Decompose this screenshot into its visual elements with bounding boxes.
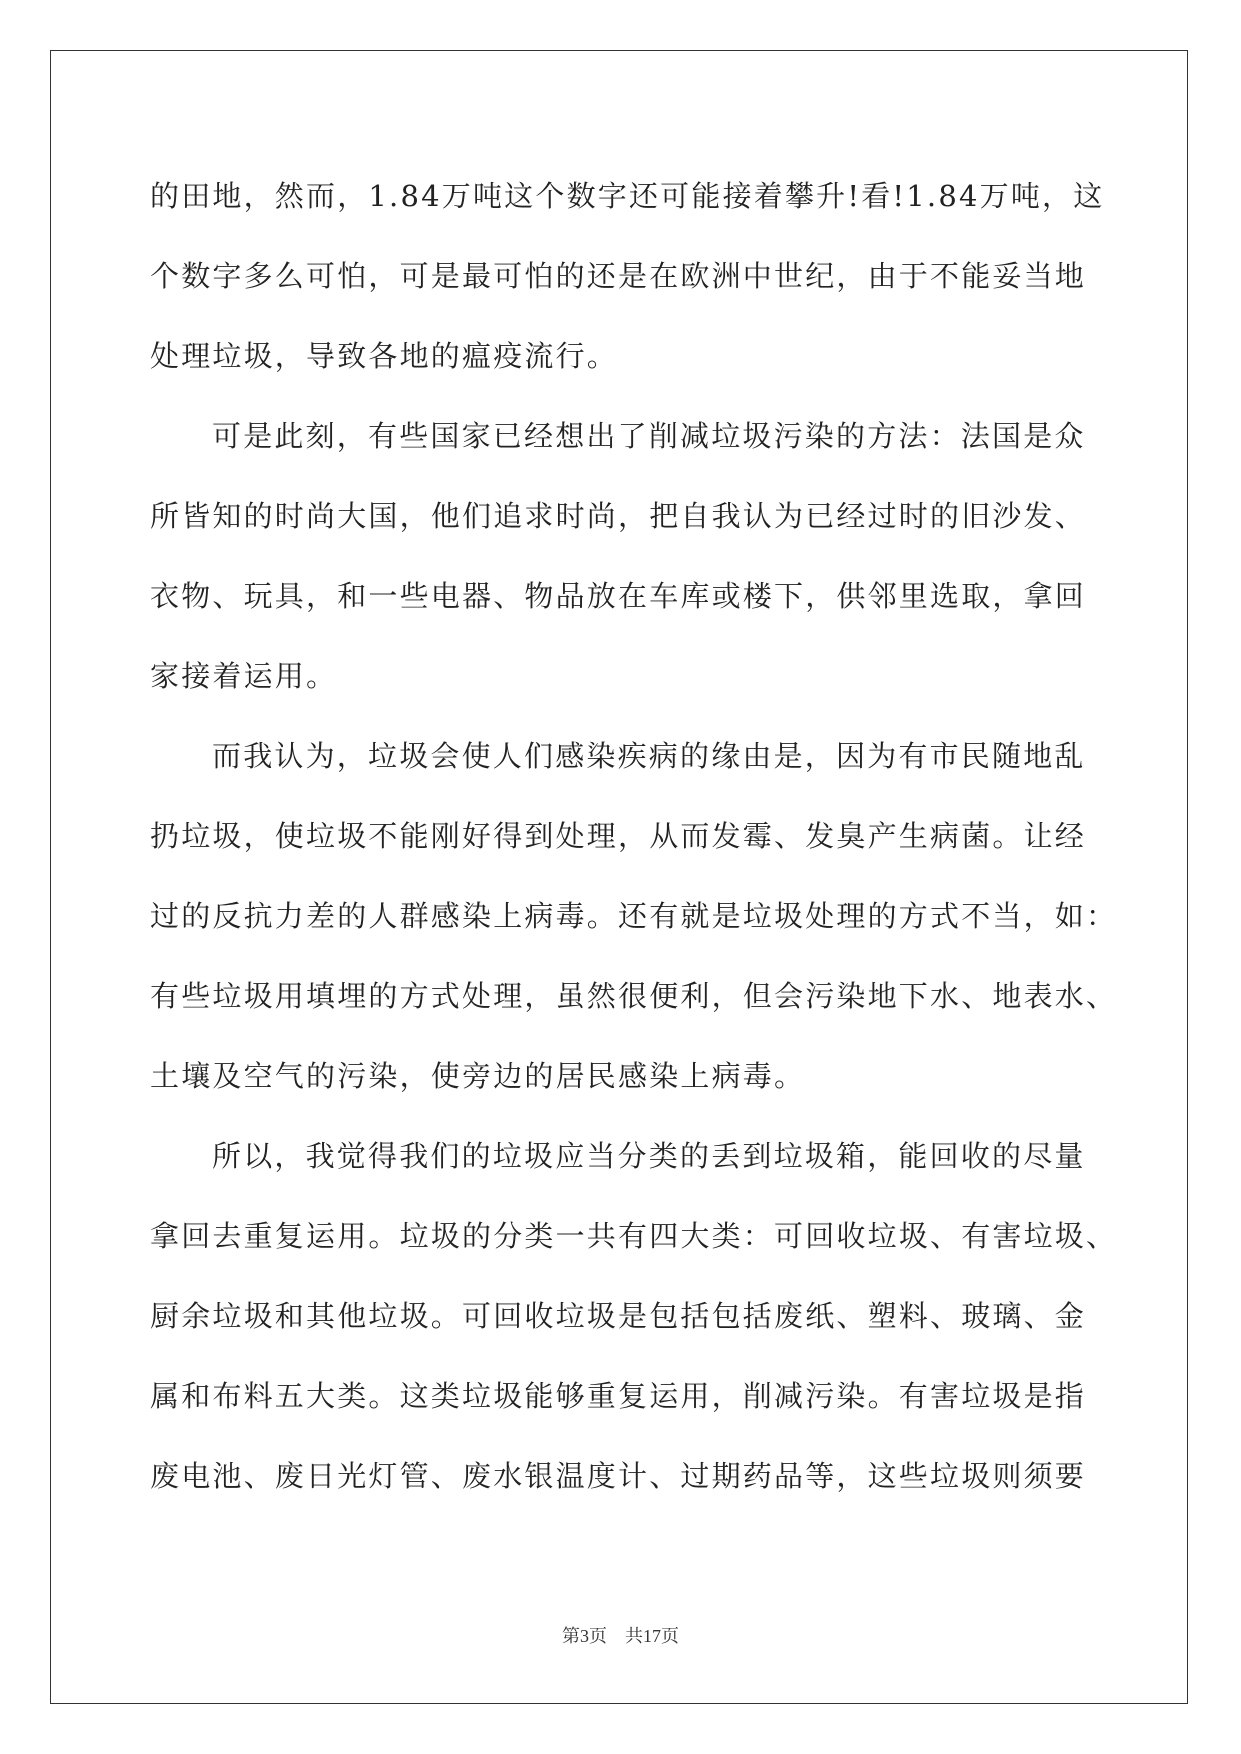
paragraph-start-line: 而我认为，垃圾会使人们感染疾病的缘由是，因为有市民随地乱: [212, 739, 1086, 773]
text-line: 过的反抗力差的人群感染上病毒。还有就是垃圾处理的方式不当，如：: [150, 899, 1118, 933]
text-line: 衣物、玩具，和一些电器、物品放在车库或楼下，供邻里选取，拿回: [150, 579, 1087, 613]
text-line: 废电池、废日光灯管、废水银温度计、过期药品等，这些垃圾则须要: [150, 1459, 1087, 1493]
text-line: 的田地，然而，1.84万吨这个数字还可能接着攀升!看!1.84万吨，这: [150, 179, 1105, 213]
text-line: 扔垃圾，使垃圾不能刚好得到处理，从而发霉、发臭产生病菌。让经: [150, 819, 1087, 853]
text-line: 家接着运用。: [150, 659, 338, 693]
text-line: 土壤及空气的污染，使旁边的居民感染上病毒。: [150, 1059, 806, 1093]
text-line: 属和布料五大类。这类垃圾能够重复运用，削减污染。有害垃圾是指: [150, 1379, 1087, 1413]
paragraph-start-line: 所以，我觉得我们的垃圾应当分类的丢到垃圾箱，能回收的尽量: [212, 1139, 1086, 1173]
page-footer: [0, 1622, 1241, 1648]
text-line: 有些垃圾用填埋的方式处理，虽然很便利，但会污染地下水、地表水、: [150, 979, 1118, 1013]
text-line: 个数字多么可怕，可是最可怕的还是在欧洲中世纪，由于不能妥当地: [150, 259, 1087, 293]
text-line: 厨余垃圾和其他垃圾。可回收垃圾是包括包括废纸、塑料、玻璃、金: [150, 1299, 1087, 1333]
page-number: 第3页: [562, 1626, 607, 1646]
text-line: 所皆知的时尚大国，他们追求时尚，把自我认为已经过时的旧沙发、: [150, 499, 1087, 533]
page-total: 共17页: [625, 1626, 679, 1646]
text-line: 拿回去重复运用。垃圾的分类一共有四大类：可回收垃圾、有害垃圾、: [150, 1219, 1118, 1253]
paragraph-start-line: 可是此刻，有些国家已经想出了削减垃圾污染的方法：法国是众: [212, 419, 1086, 453]
text-line: 处理垃圾，导致各地的瘟疫流行。: [150, 339, 619, 373]
document-body: [150, 156, 1118, 1516]
